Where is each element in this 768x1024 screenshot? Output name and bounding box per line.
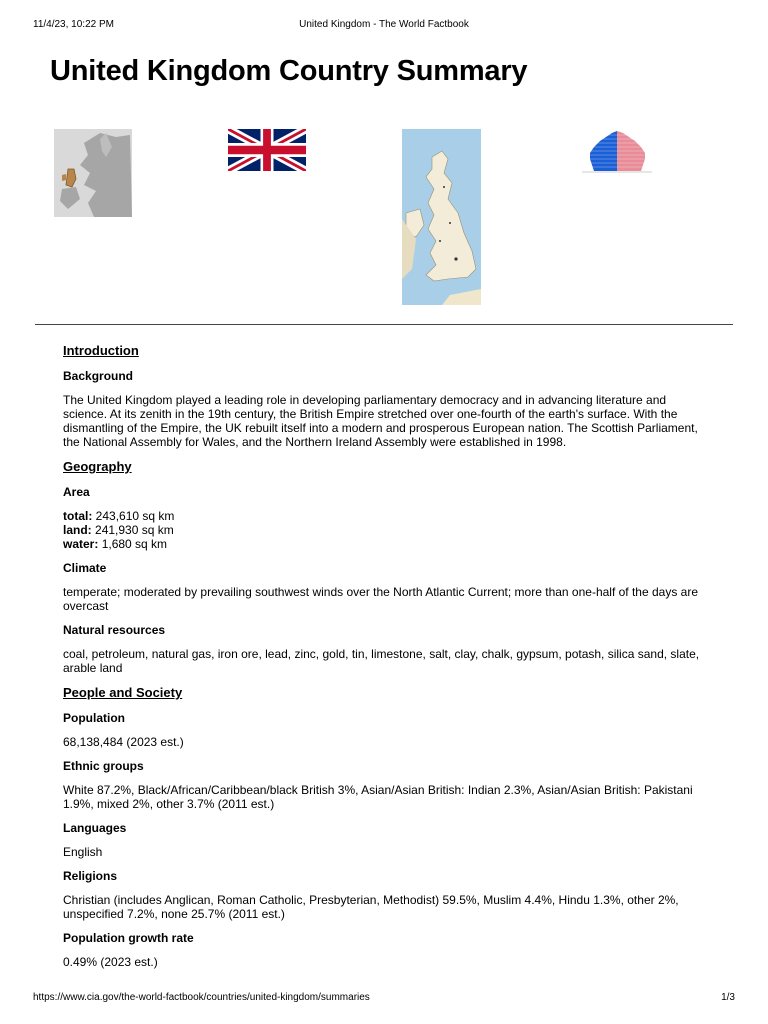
- area-land: [63, 523, 713, 537]
- field-label-ethnic: Ethnic groups: [63, 759, 144, 773]
- summary-content: [63, 343, 713, 979]
- area-value: 1,680 sq km: [101, 537, 168, 551]
- section-title-introduction[interactable]: Introduction: [63, 343, 139, 358]
- field-label-area: Area: [63, 485, 90, 499]
- flag-image: [228, 129, 306, 171]
- print-page-title: United Kingdom - The World Factbook: [299, 19, 469, 30]
- field-label-languages: Languages: [63, 821, 127, 835]
- field-label-growth: Population growth rate: [63, 931, 194, 945]
- field-label-religions: Religions: [63, 869, 118, 883]
- field-label-climate: Climate: [63, 561, 107, 575]
- area-label: total:: [63, 509, 93, 523]
- area-value: 241,930 sq km: [95, 523, 174, 537]
- area-label: land:: [63, 523, 92, 537]
- area-label: water:: [63, 537, 99, 551]
- section-title-people[interactable]: People and Society: [63, 685, 183, 700]
- locator-map-image: [54, 129, 132, 217]
- field-text-growth: 0.49% (2023 est.): [63, 955, 158, 969]
- area-list: [63, 509, 713, 551]
- population-pyramid-image: [578, 129, 656, 173]
- area-value: 243,610 sq km: [95, 509, 175, 523]
- field-text-ethnic: White 87.2%, Black/African/Caribbean/black British 3%, Asian/Asian British: Indian 2.3%, Asian/Asian British: Pakistani 1.9%, mixed 2%, other 3.7% (2011 est.): [63, 783, 693, 811]
- field-text-languages: English: [63, 845, 103, 859]
- area-water: [63, 537, 713, 551]
- field-text-background: The United Kingdom played a leading role in developing parliamentary democracy and in advancing literature and science. At its zenith in the 19th century, the British Empire stretched over one-fourth of the earth's surface. With the dismantling of the Empire, the UK rebuilt itself into a modern and prosperous European nation. The Scottish Parliament, the National Assembly for Wales, and the Northern Ireland Assembly were established in 1998.: [63, 393, 698, 449]
- divider: [35, 324, 733, 325]
- field-text-resources: coal, petroleum, natural gas, iron ore, lead, zinc, gold, tin, limestone, salt, clay, chalk, gypsum, potash, silica sand, slate, arable land: [63, 647, 700, 675]
- field-label-resources: Natural resources: [63, 623, 166, 637]
- section-title-geography[interactable]: Geography: [63, 459, 132, 474]
- field-text-population: 68,138,484 (2023 est.): [63, 735, 184, 749]
- country-map-image: [402, 129, 481, 305]
- print-url[interactable]: https://www.cia.gov/the-world-factbook/countries/united-kingdom/summaries: [33, 992, 370, 1003]
- field-text-climate: temperate; moderated by prevailing southwest winds over the North Atlantic Current; more than one-half of the days are overcast: [63, 585, 699, 613]
- print-datetime: 11/4/23, 10:22 PM: [33, 19, 114, 30]
- field-label-population: Population: [63, 711, 125, 725]
- field-text-religions: Christian (includes Anglican, Roman Catholic, Presbyterian, Methodist) 59.5%, Muslim 4.4%, Hindu 1.3%, other 2%, unspecified 7.2%, none 25.7% (2011 est.): [63, 893, 679, 921]
- area-total: [63, 509, 713, 523]
- field-label-background: Background: [63, 369, 134, 383]
- print-page-number: 1/3: [721, 992, 735, 1003]
- page-title: United Kingdom Country Summary: [50, 55, 528, 87]
